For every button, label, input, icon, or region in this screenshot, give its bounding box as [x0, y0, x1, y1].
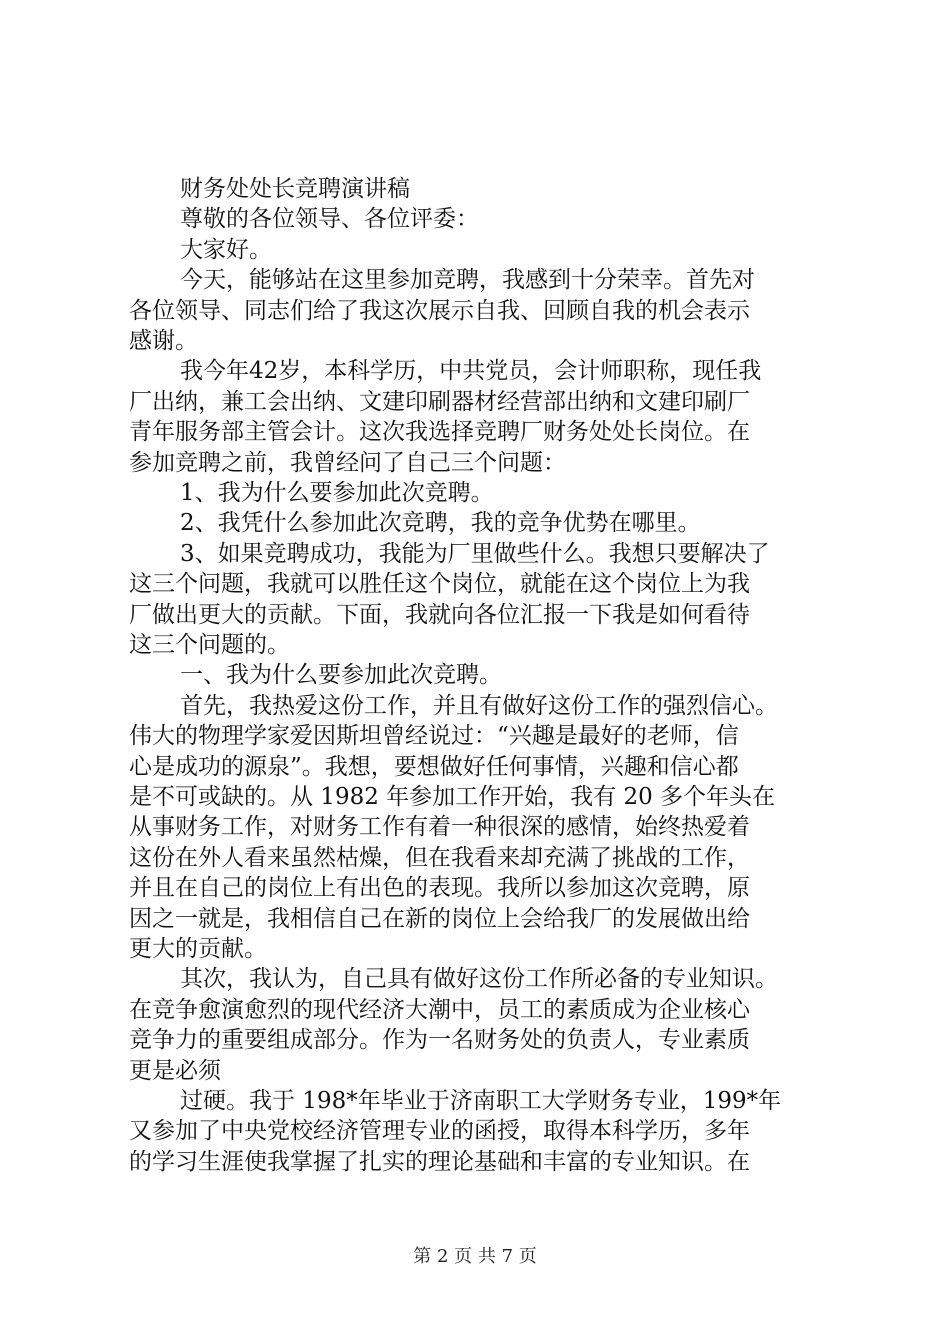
page-footer: 第 2 页 共 7 页 [413, 1246, 537, 1267]
text-line: 这份在外人看来虽然枯燥，但在我看来却充满了挑战的工作， [129, 844, 750, 871]
document-title: 财务处处长竞聘演讲稿 [180, 176, 410, 202]
text-line: 过硬。我于 198*年毕业于济南职工大学财务专业，199*年 [180, 1088, 782, 1114]
section-heading: 一、我为什么要参加此次竞聘。 [180, 662, 502, 689]
list-item: 3、如果竞聘成功，我能为厂里做些什么。我想只要解决了 [180, 540, 770, 567]
text-line: 伟大的物理学家爱因斯坦曾经说过：“兴趣是最好的老师，信 [129, 723, 739, 750]
text-line: 更大的贡献。 [129, 936, 267, 962]
text-line: 这三个问题的。 [129, 632, 290, 658]
list-item: 2、我凭什么参加此次竞聘，我的竞争优势在哪里。 [180, 510, 701, 537]
text-line: 我今年42岁，本科学历，中共党员，会计师职称，现任我 [180, 358, 762, 385]
text-line: 参加竞聘之前，我曾经问了自己三个问题： [129, 449, 566, 476]
text-line: 各位领导、同志们给了我这次展示自我、回顾自我的机会表示 [129, 297, 750, 324]
text-line: 厂出纳，兼工会出纳、文建印刷器材经营部出纳和文建印刷厂 [129, 388, 750, 415]
text-line: 并且在自己的岗位上有出色的表现。我所以参加这次竞聘，原 [129, 875, 750, 902]
text-line: 今天，能够站在这里参加竞聘，我感到十分荣幸。首先对 [180, 267, 755, 294]
text-line: 竞争力的重要组成部分。作为一名财务处的负责人，专业素质 [129, 1027, 750, 1054]
text-line: 首先，我热爱这份工作，并且有做好这份工作的强烈信心。 [180, 692, 778, 719]
text-line: 其次，我认为，自己具有做好这份工作所必备的专业知识。 [180, 966, 778, 993]
text-line: 厂做出更大的贡献。下面，我就向各位汇报一下我是如何看待 [129, 601, 750, 628]
text-line: 从事财务工作，对财务工作有着一种很深的感情，始终热爱着 [129, 814, 750, 841]
list-item: 1、我为什么要参加此次竞聘。 [180, 480, 494, 506]
text-line: 心是成功的源泉”。我想，要想做好任何事情，兴趣和信心都 [129, 753, 739, 780]
text-line: 更是必须 [129, 1057, 221, 1084]
text-line: 的学习生涯使我掌握了扎实的理论基础和丰富的专业知识。在 [129, 1148, 750, 1175]
text-line: 青年服务部主管会计。这次我选择竞聘厂财务处处长岗位。在 [129, 419, 750, 446]
greeting: 大家好。 [180, 236, 272, 263]
salutation: 尊敬的各位领导、各位评委： [180, 206, 479, 233]
text-line: 这三个问题，我就可以胜任这个岗位，就能在这个岗位上为我 [129, 571, 750, 598]
text-line: 又参加了中央党校经济管理专业的函授，取得本科学历，多年 [129, 1118, 750, 1145]
text-line: 感谢。 [129, 328, 198, 354]
text-line: 在竞争愈演愈烈的现代经济大潮中，员工的素质成为企业核心 [129, 996, 750, 1023]
text-line: 是不可或缺的。从 1982 年参加工作开始，我有 20 多个年头在 [129, 784, 776, 810]
text-line: 因之一就是，我相信自己在新的岗位上会给我厂的发展做出给 [129, 905, 750, 932]
